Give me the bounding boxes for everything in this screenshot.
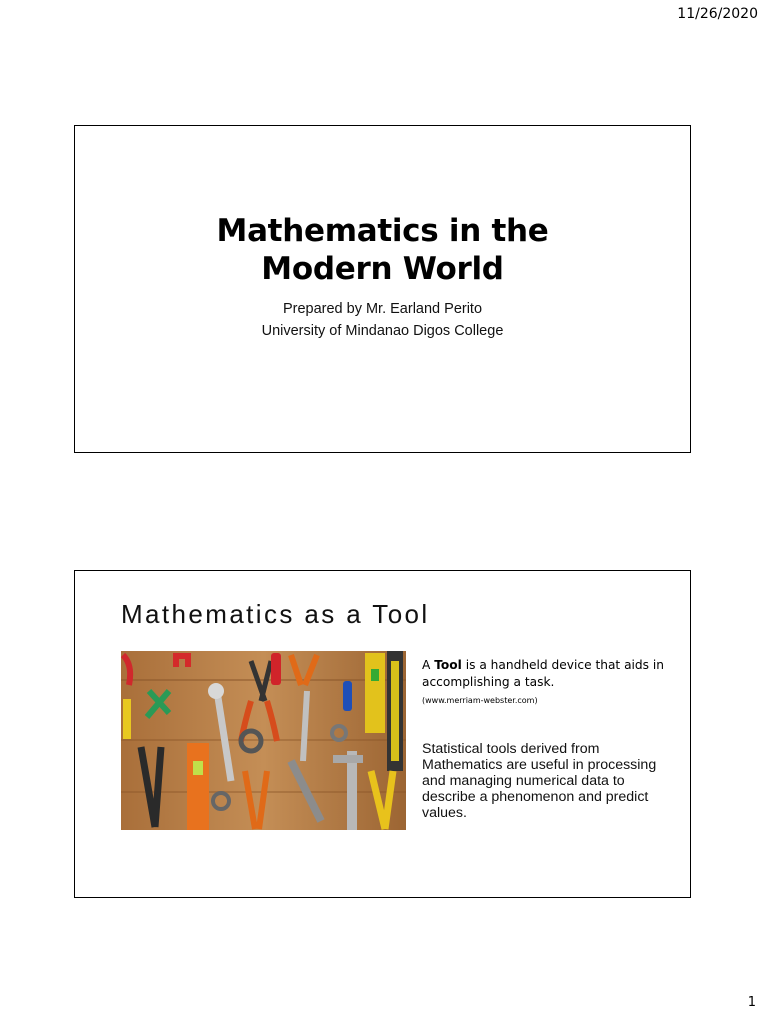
title-line-2: Modern World <box>261 251 504 287</box>
institution-text: University of Mindanao Digos College <box>261 323 504 339</box>
title-line-1: Mathematics in the <box>216 213 549 249</box>
prepared-by-text: Prepared by Mr. Earland Perito <box>282 301 483 317</box>
definition-term: Tool <box>434 658 462 672</box>
hand-tools-photo <box>121 651 406 830</box>
definition-prefix: A <box>422 658 435 672</box>
definition-text: is a handheld device that aids in accomplishing a task. <box>422 658 664 689</box>
slide-subtitle <box>75 298 690 342</box>
statistical-tools-text: Statistical tools derived from Mathematics are useful in processing and managing numerical data to describe a phenomenon and predict values. <box>422 741 657 821</box>
slide-title-heading <box>75 212 690 288</box>
page-date: 11/26/2020 <box>677 6 758 22</box>
page-number: 1 <box>747 995 756 1010</box>
slide-title <box>74 125 691 453</box>
slide-heading: Mathematics as a Tool <box>121 599 430 629</box>
tool-definition <box>422 657 672 691</box>
slide-math-as-tool <box>74 570 691 898</box>
definition-source: (www.merriam-webster.com) <box>422 696 538 705</box>
